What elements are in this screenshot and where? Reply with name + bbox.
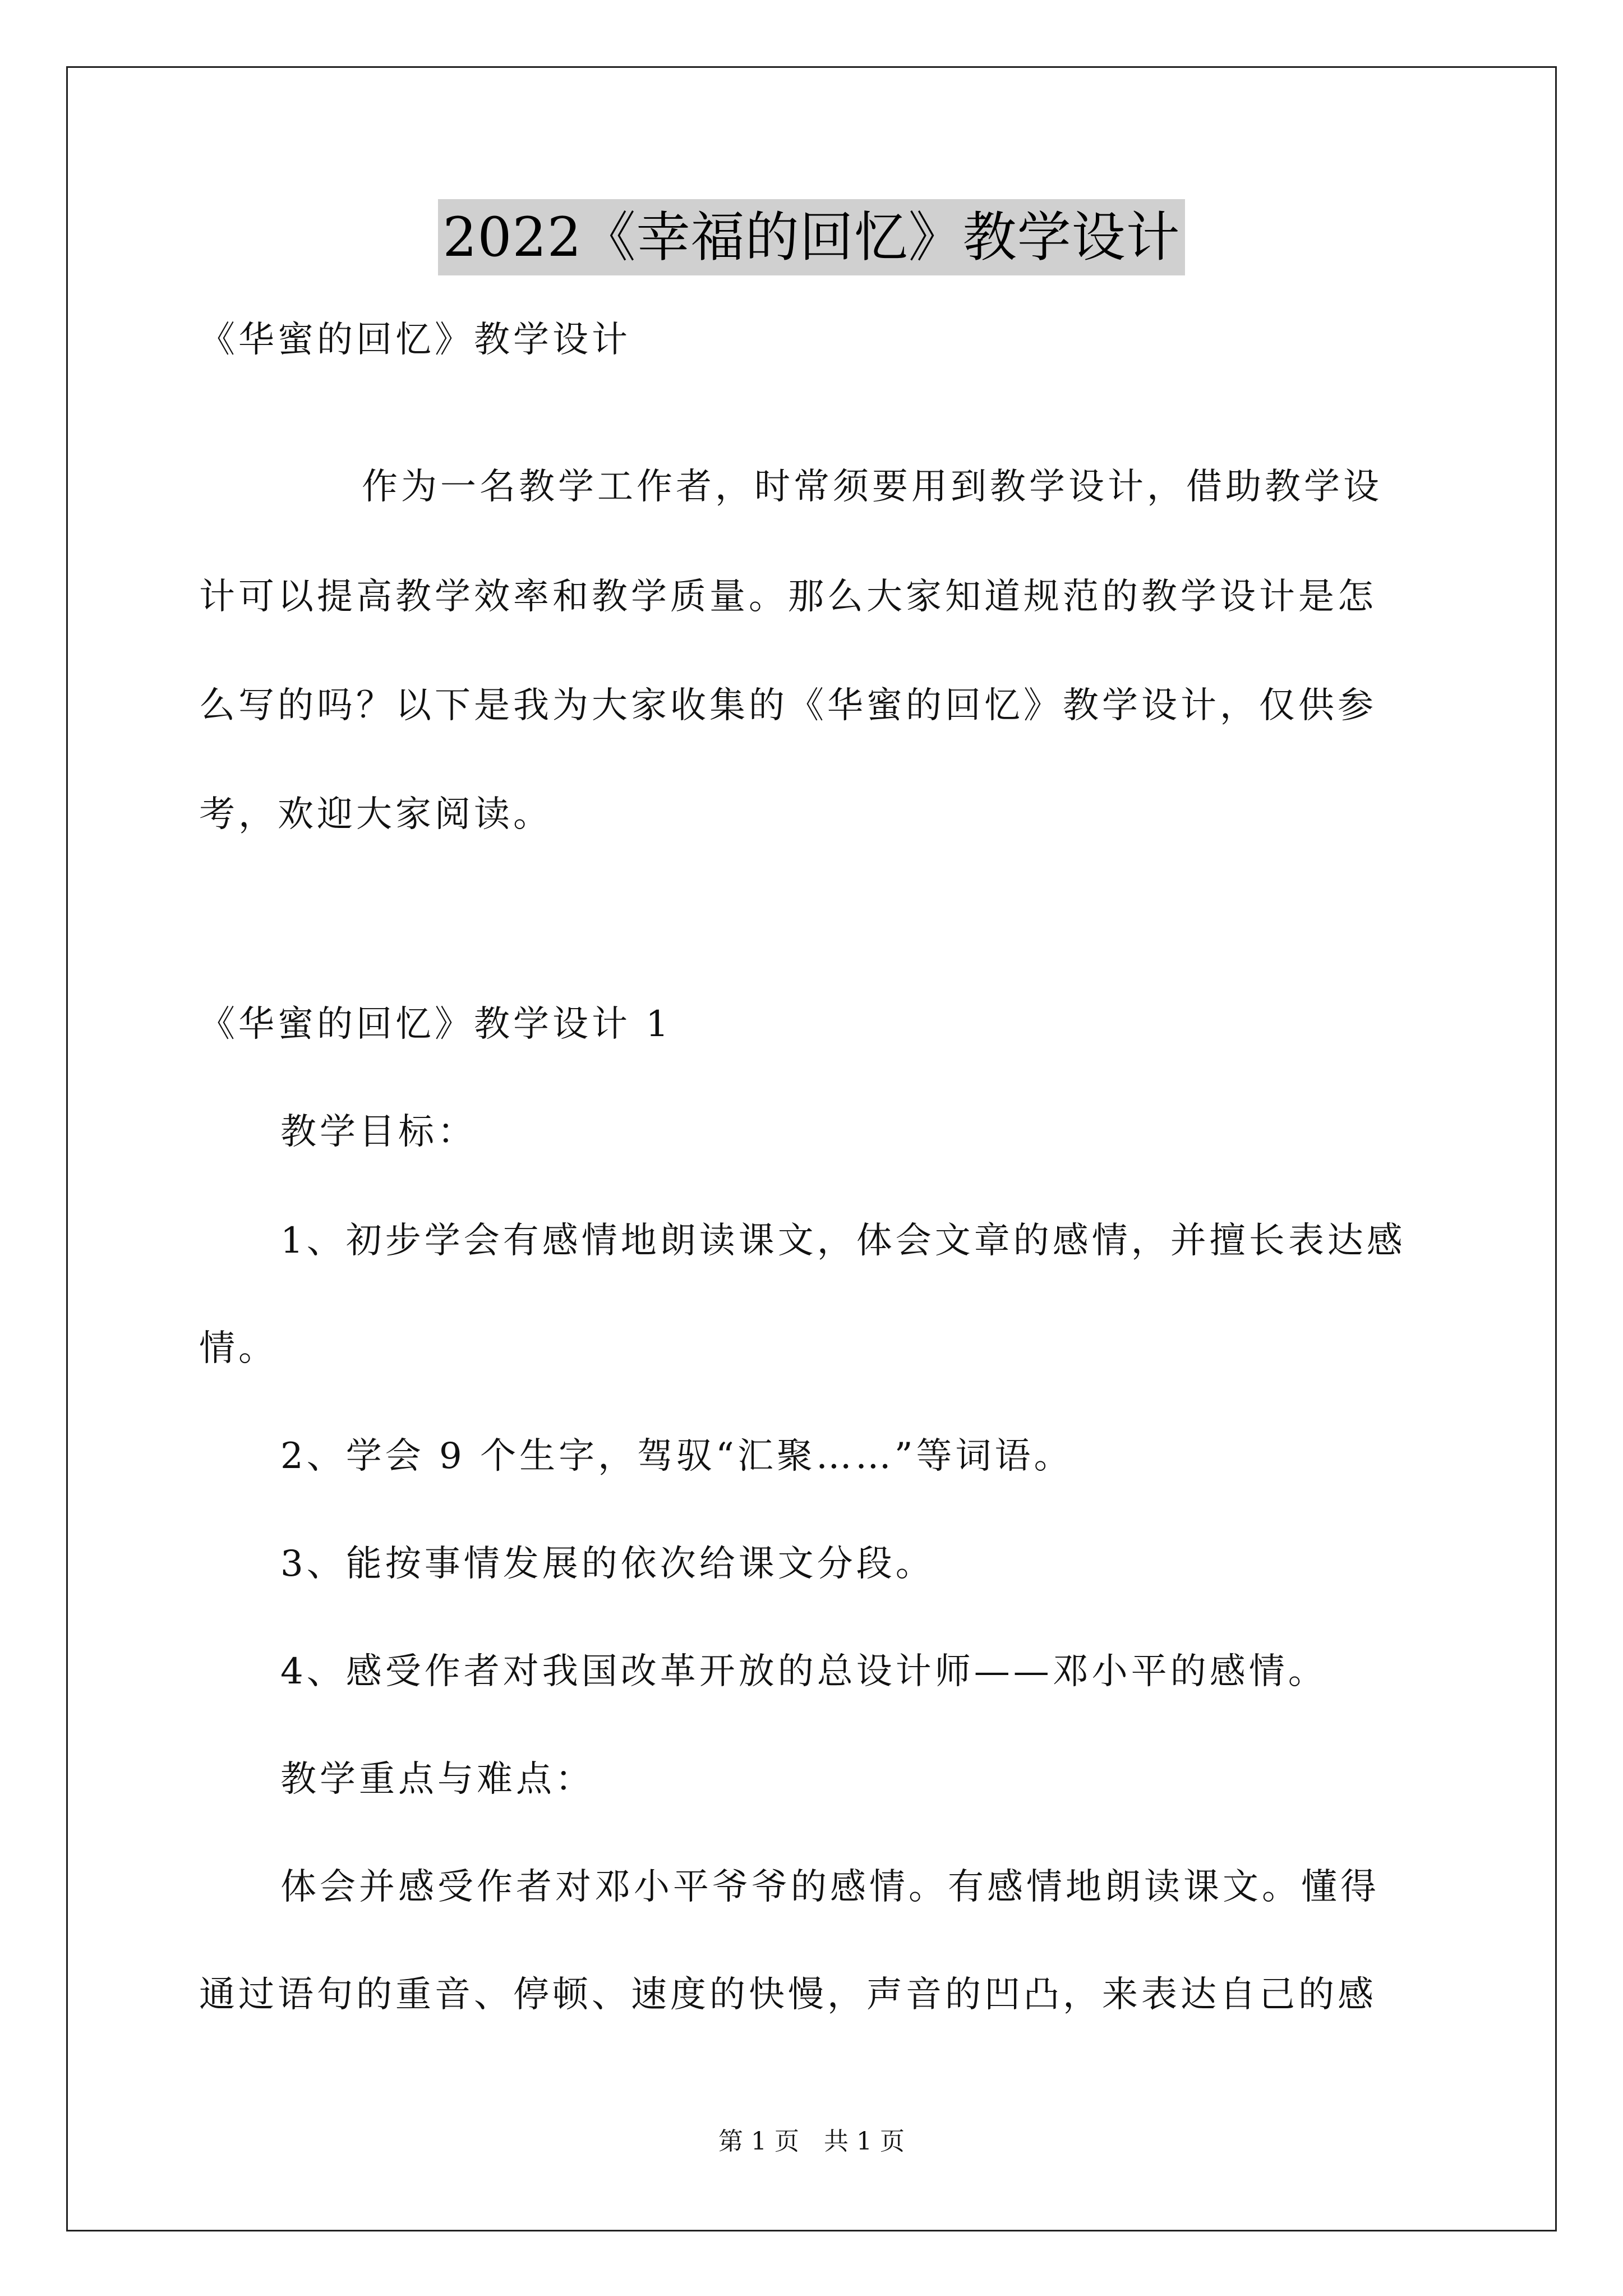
list-item-continuation: 情。: [199, 1328, 278, 1369]
list-item: 1、初步学会有感情地朗读课文，体会文章的感情，并擅长表达感: [280, 1220, 1406, 1262]
list-item: 2、学会 9 个生字，驾驭“汇聚……”等词语。: [280, 1435, 1073, 1477]
label-line: 教学目标：: [280, 1111, 477, 1153]
label-line: 教学重点与难点：: [280, 1759, 594, 1800]
list-item: 3、能按事情发展的依次给课文分段。: [280, 1543, 935, 1585]
paragraph-line: 考，欢迎大家阅读。: [199, 794, 552, 835]
page-footer: 第 1 页 共 1 页: [718, 2127, 905, 2156]
subtitle-line: 《华蜜的回忆》教学设计: [199, 319, 631, 361]
paragraph-line: 么写的吗？以下是我为大家收集的《华蜜的回忆》教学设计，仅供参: [199, 685, 1377, 726]
paragraph-line: 作为一名教学工作者，时常须要用到教学设计，借助教学设: [362, 466, 1382, 508]
document-title: 2022《幸福的回忆》教学设计: [438, 199, 1184, 275]
paragraph-line: 通过语句的重音、停顿、速度的快慢，声音的凹凸，来表达自己的感: [199, 1974, 1377, 2016]
section-heading: 《华蜜的回忆》教学设计 1: [199, 1004, 672, 1045]
paragraph-line: 计可以提高教学效率和教学质量。那么大家知道规范的教学设计是怎: [199, 576, 1377, 618]
title-container: [0, 199, 1623, 275]
paragraph-line: 体会并感受作者对邓小平爷爷的感情。有感情地朗读课文。懂得: [280, 1866, 1380, 1908]
list-item: 4、感受作者对我国改革开放的总设计师——邓小平的感情。: [280, 1651, 1327, 1692]
